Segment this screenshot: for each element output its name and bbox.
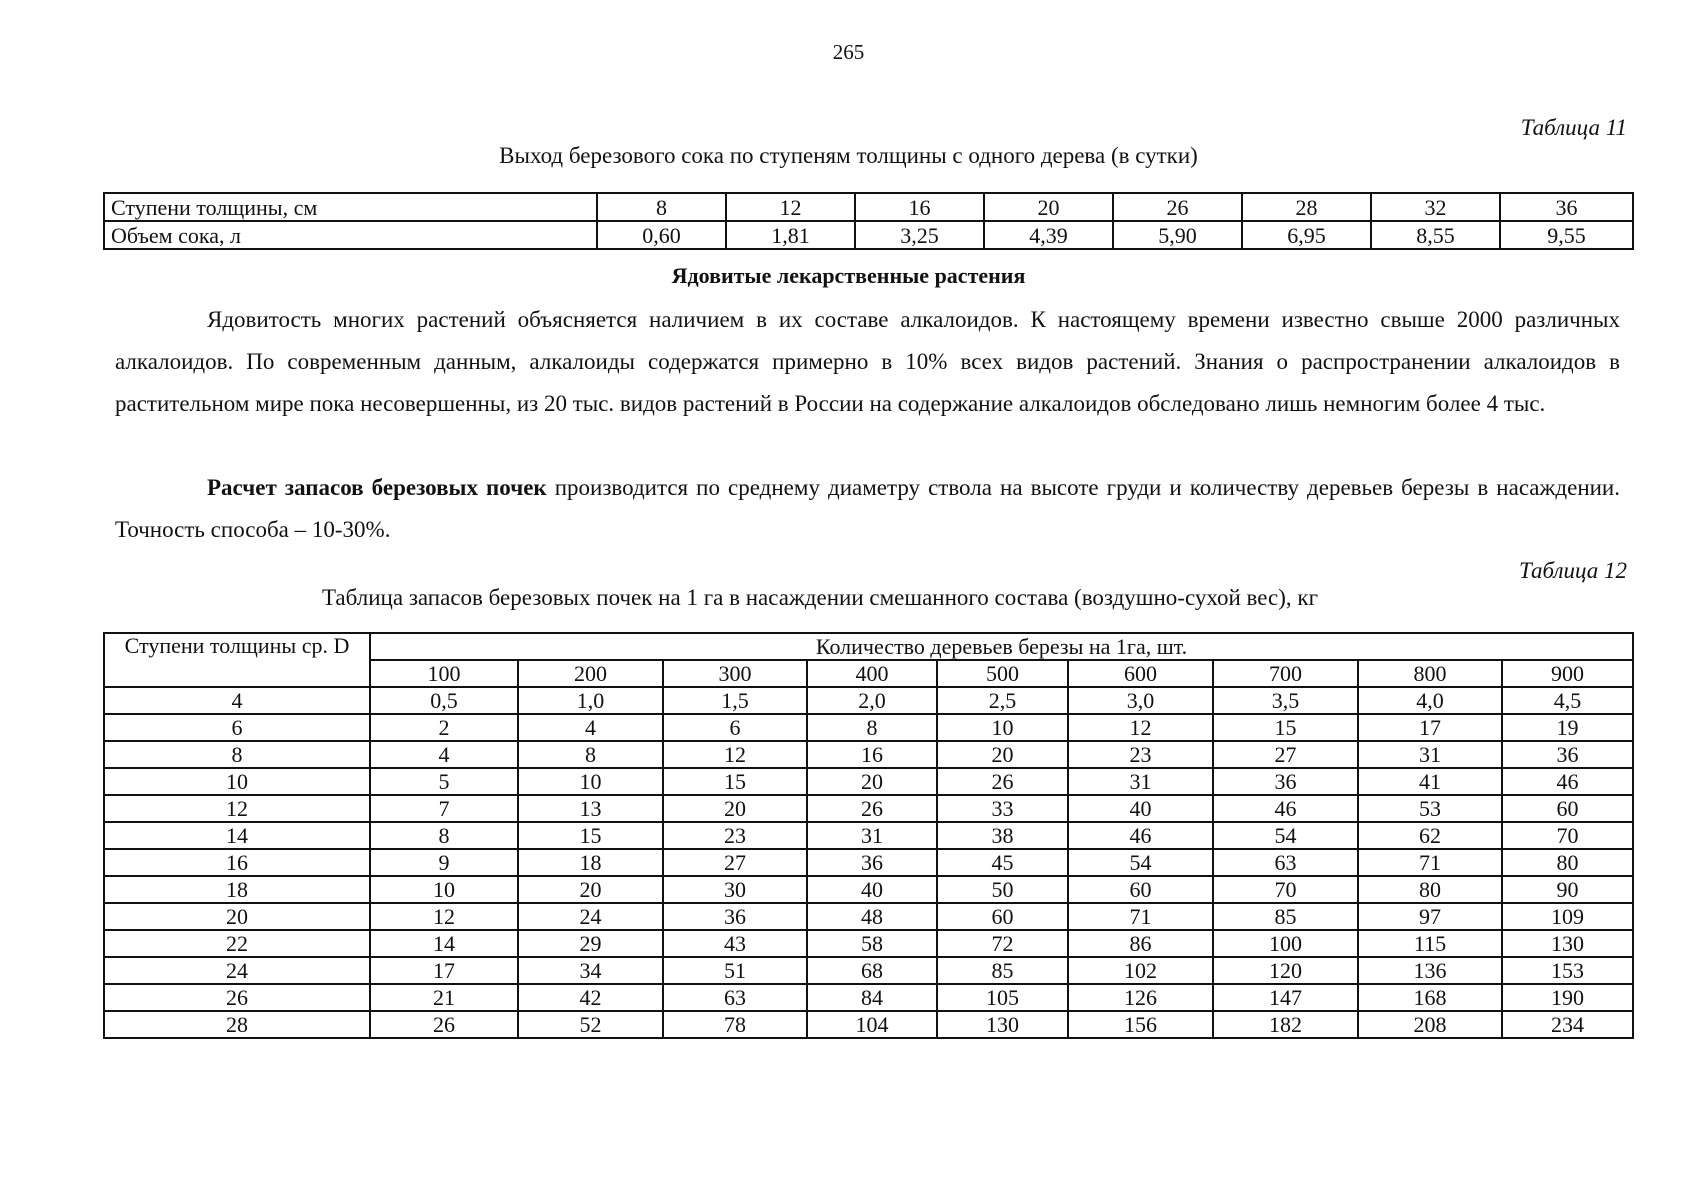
table-row (104, 714, 1633, 741)
table-cell: 72 (937, 930, 1068, 957)
table-cell: 36 (1502, 741, 1633, 768)
paragraph-bud-reserves (115, 467, 1620, 551)
table-cell: 4 (518, 714, 663, 741)
column-header-d: Ступени толщины ср. D (104, 633, 370, 687)
table-cell: 86 (1068, 930, 1213, 957)
table-cell: 70 (1213, 876, 1358, 903)
table-cell: 80 (1502, 849, 1633, 876)
row-header-d: 4 (104, 687, 370, 714)
table-cell: 17 (370, 957, 518, 984)
table-cell: 10 (370, 876, 518, 903)
table-cell: 31 (807, 822, 937, 849)
table-cell: 40 (807, 876, 937, 903)
table-cell: 71 (1068, 903, 1213, 930)
table-row (104, 687, 1633, 714)
table-cell: 40 (1068, 795, 1213, 822)
page-number: 265 (832, 40, 865, 64)
column-header: 800 (1358, 660, 1502, 687)
table-cell: 120 (1213, 957, 1358, 984)
table-cell: 18 (518, 849, 663, 876)
table-cell: 3,5 (1213, 687, 1358, 714)
table-cell: 70 (1502, 822, 1633, 849)
table-cell: 29 (518, 930, 663, 957)
row-header-d: 26 (104, 984, 370, 1011)
table-cell: 2,0 (807, 687, 937, 714)
column-header: 300 (663, 660, 807, 687)
table-cell: 20 (937, 741, 1068, 768)
paragraph-text: производится по среднему диаметру ствола на высоте груди и количеству деревьев березы в насаждении. Точность способа – 10-30%. (115, 475, 1620, 542)
table-cell: 4,5 (1502, 687, 1633, 714)
table-row (104, 822, 1633, 849)
table-cell: 26 (937, 768, 1068, 795)
table-row (104, 795, 1633, 822)
table-cell: 0,5 (370, 687, 518, 714)
table-cell: 24 (518, 903, 663, 930)
column-header: 900 (1502, 660, 1633, 687)
table-cell: 26 (1113, 193, 1242, 221)
column-header: 400 (807, 660, 937, 687)
table-cell: 2,5 (937, 687, 1068, 714)
column-header: 700 (1213, 660, 1358, 687)
table-cell: 12 (1068, 714, 1213, 741)
table-cell: 156 (1068, 1011, 1213, 1038)
row-header-d: 22 (104, 930, 370, 957)
table-cell: 0,60 (597, 221, 726, 249)
table-cell: 9,55 (1500, 221, 1633, 249)
table-cell: 12 (663, 741, 807, 768)
table-cell: 23 (663, 822, 807, 849)
table-row (104, 193, 1633, 221)
table-12-label: Таблица 12 (1518, 558, 1627, 583)
table-cell: 21 (370, 984, 518, 1011)
table-cell: 14 (370, 930, 518, 957)
column-header: 600 (1068, 660, 1213, 687)
table-cell: 9 (370, 849, 518, 876)
table-12-caption: Таблица запасов березовых почек на 1 га в насаждении смешанного состава (воздушно-сухой вес), кг (321, 585, 1319, 610)
table-cell: 84 (807, 984, 937, 1011)
table-cell: 1,0 (518, 687, 663, 714)
table-cell: 54 (1068, 849, 1213, 876)
table-cell: 16 (807, 741, 937, 768)
table-cell: 36 (1500, 193, 1633, 221)
table-cell: 63 (1213, 849, 1358, 876)
sap-yield-table (103, 192, 1634, 250)
table-cell: 36 (1213, 768, 1358, 795)
row-header-d: 28 (104, 1011, 370, 1038)
table-body (104, 687, 1633, 1038)
table-cell: 147 (1213, 984, 1358, 1011)
table-cell: 27 (663, 849, 807, 876)
table-cell: 8 (807, 714, 937, 741)
table-cell: 8,55 (1371, 221, 1500, 249)
table-cell: 182 (1213, 1011, 1358, 1038)
table-cell: 46 (1213, 795, 1358, 822)
table-cell: 38 (937, 822, 1068, 849)
table-cell: 8 (518, 741, 663, 768)
row-header-volume: Объем сока, л (104, 221, 597, 249)
table-cell: 71 (1358, 849, 1502, 876)
table-row (104, 741, 1633, 768)
table-cell: 62 (1358, 822, 1502, 849)
table-cell: 15 (518, 822, 663, 849)
column-header-count: Количество деревьев березы на 1га, шт. (370, 633, 1633, 660)
table-cell: 97 (1358, 903, 1502, 930)
table-cell: 23 (1068, 741, 1213, 768)
table-cell: 78 (663, 1011, 807, 1038)
table-cell: 8 (370, 822, 518, 849)
table-row (104, 768, 1633, 795)
table-cell: 4 (370, 741, 518, 768)
table-cell: 100 (1213, 930, 1358, 957)
table-cell: 20 (518, 876, 663, 903)
row-header-d: 6 (104, 714, 370, 741)
table-cell: 85 (1213, 903, 1358, 930)
table-cell: 20 (663, 795, 807, 822)
table-cell: 5,90 (1113, 221, 1242, 249)
table-cell: 104 (807, 1011, 937, 1038)
table-cell: 90 (1502, 876, 1633, 903)
paragraph-alkaloids: Ядовитость многих растений объясняется наличием в их составе алкалоидов. К настоящему времени известно свыше 2000 различных алкалоидов. По современным данным, алкалоиды содержатся примерно в 10% всех видов растений. Знания о распространении алкалоидов в растительном мире пока несовершенны, из 20 тыс. видов растений в России на содержание алкалоидов обследовано лишь немногим более 4 тыс. (115, 307, 1620, 416)
row-header-d: 8 (104, 741, 370, 768)
table-cell: 52 (518, 1011, 663, 1038)
table-cell: 5 (370, 768, 518, 795)
table-cell: 2 (370, 714, 518, 741)
row-header-d: 20 (104, 903, 370, 930)
table-cell: 153 (1502, 957, 1633, 984)
table-row (104, 221, 1633, 249)
table-cell: 4,0 (1358, 687, 1502, 714)
table-cell: 36 (663, 903, 807, 930)
table-cell: 7 (370, 795, 518, 822)
table-row (104, 984, 1633, 1011)
table-cell: 105 (937, 984, 1068, 1011)
table-cell: 115 (1358, 930, 1502, 957)
birch-bud-reserves-table (103, 632, 1634, 1039)
table-cell: 208 (1358, 1011, 1502, 1038)
table-cell: 26 (370, 1011, 518, 1038)
table-cell: 3,0 (1068, 687, 1213, 714)
table-cell: 16 (855, 193, 984, 221)
table-cell: 12 (726, 193, 855, 221)
table-cell: 10 (518, 768, 663, 795)
table-cell: 31 (1068, 768, 1213, 795)
table-11-caption: Выход березового сока по ступеням толщины с одного дерева (в сутки) (499, 143, 1198, 168)
table-cell: 51 (663, 957, 807, 984)
table-cell: 41 (1358, 768, 1502, 795)
table-cell: 15 (1213, 714, 1358, 741)
row-header-thickness: Ступени толщины, см (104, 193, 597, 221)
table-cell: 34 (518, 957, 663, 984)
table-cell: 60 (937, 903, 1068, 930)
table-cell: 130 (1502, 930, 1633, 957)
table-header-row (104, 633, 1633, 660)
table-cell: 1,5 (663, 687, 807, 714)
section-heading: Ядовитые лекарственные растения (671, 263, 1026, 288)
table-cell: 80 (1358, 876, 1502, 903)
table-cell: 126 (1068, 984, 1213, 1011)
table-cell: 15 (663, 768, 807, 795)
table-cell: 20 (984, 193, 1113, 221)
table-cell: 19 (1502, 714, 1633, 741)
table-cell: 28 (1242, 193, 1371, 221)
table-cell: 27 (1213, 741, 1358, 768)
table-cell: 42 (518, 984, 663, 1011)
table-cell: 6 (663, 714, 807, 741)
table-cell: 168 (1358, 984, 1502, 1011)
column-header: 100 (370, 660, 518, 687)
table-cell: 6,95 (1242, 221, 1371, 249)
row-header-d: 14 (104, 822, 370, 849)
table-cell: 53 (1358, 795, 1502, 822)
row-header-d: 18 (104, 876, 370, 903)
table-cell: 58 (807, 930, 937, 957)
table-cell: 4,39 (984, 221, 1113, 249)
table-cell: 17 (1358, 714, 1502, 741)
table-cell: 136 (1358, 957, 1502, 984)
paragraph-bold-lead: Расчет запасов березовых почек (207, 475, 547, 500)
table-row (104, 849, 1633, 876)
table-cell: 48 (807, 903, 937, 930)
table-11-label: Таблица 11 (1520, 115, 1627, 140)
table-row (104, 930, 1633, 957)
table-cell: 190 (1502, 984, 1633, 1011)
table-cell: 85 (937, 957, 1068, 984)
table-cell: 43 (663, 930, 807, 957)
table-cell: 60 (1068, 876, 1213, 903)
table-cell: 46 (1068, 822, 1213, 849)
table-cell: 10 (937, 714, 1068, 741)
table-cell: 20 (807, 768, 937, 795)
column-header: 500 (937, 660, 1068, 687)
table-cell: 13 (518, 795, 663, 822)
table-cell: 130 (937, 1011, 1068, 1038)
table-cell: 46 (1502, 768, 1633, 795)
row-header-d: 16 (104, 849, 370, 876)
table-cell: 60 (1502, 795, 1633, 822)
table-row (104, 957, 1633, 984)
table-cell: 31 (1358, 741, 1502, 768)
row-header-d: 24 (104, 957, 370, 984)
table-cell: 26 (807, 795, 937, 822)
table-row (104, 903, 1633, 930)
row-header-d: 10 (104, 768, 370, 795)
table-cell: 234 (1502, 1011, 1633, 1038)
table-cell: 50 (937, 876, 1068, 903)
table-cell: 1,81 (726, 221, 855, 249)
table-cell: 33 (937, 795, 1068, 822)
table-cell: 68 (807, 957, 937, 984)
table-cell: 32 (1371, 193, 1500, 221)
table-cell: 36 (807, 849, 937, 876)
table-cell: 12 (370, 903, 518, 930)
column-header: 200 (518, 660, 663, 687)
row-header-d: 12 (104, 795, 370, 822)
table-cell: 63 (663, 984, 807, 1011)
table-cell: 30 (663, 876, 807, 903)
table-row (104, 876, 1633, 903)
table-cell: 3,25 (855, 221, 984, 249)
table-cell: 8 (597, 193, 726, 221)
table-cell: 54 (1213, 822, 1358, 849)
table-cell: 45 (937, 849, 1068, 876)
table-cell: 109 (1502, 903, 1633, 930)
table-row (104, 1011, 1633, 1038)
table-cell: 102 (1068, 957, 1213, 984)
